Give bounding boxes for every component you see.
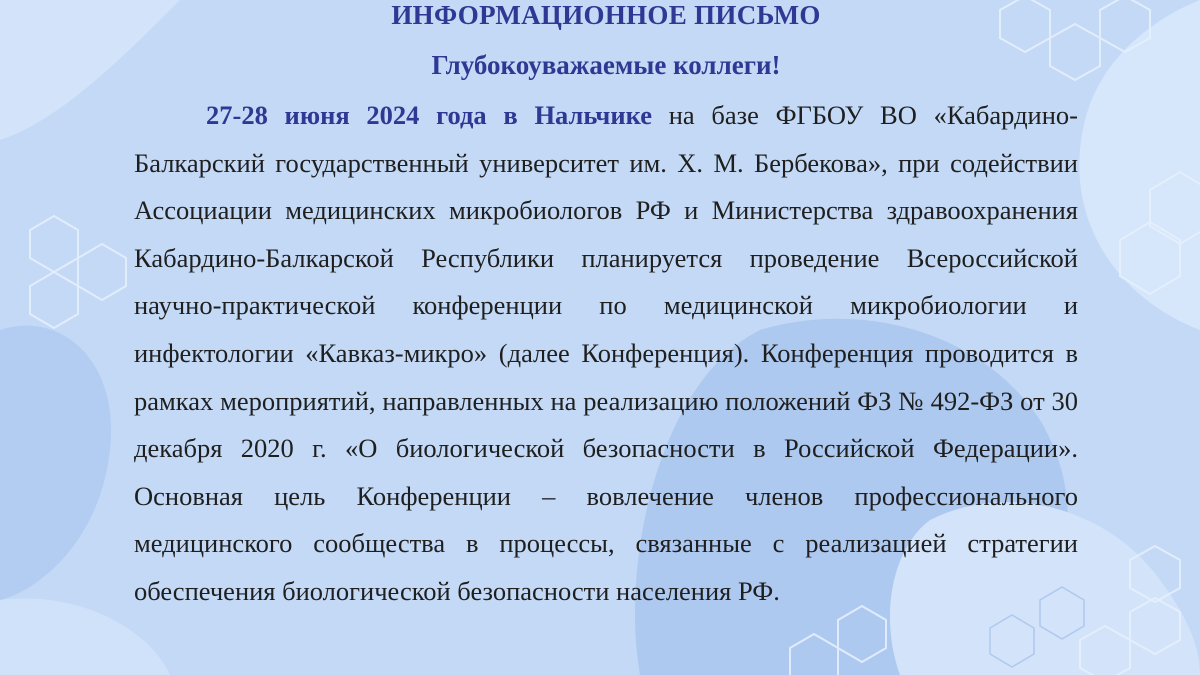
- letter-greeting: Глубокоуважаемые коллеги!: [431, 50, 781, 80]
- event-date-place: 27-28 июня 2024 года в Нальчике: [206, 100, 652, 130]
- letter-heading: ИНФОРМАЦИОННОЕ ПИСЬМО: [391, 0, 821, 30]
- letter-body: [134, 92, 1078, 616]
- letter-body-text: на базе ФГБОУ ВО «Кабардино-Балкарский государственный университет им. Х. М. Бербекова», при содействии Ассоциации медицинских микробиологов РФ и Министерства здравоохранения Кабардино-Балкарской Республики планируется проведение Всероссийской научно-практической конференции по медицинской микробиологии и инфектологии «Кавказ-микро» (далее Конференция). Конференция проводится в рамках мероприятий, направленных на реализацию положений ФЗ № 492-ФЗ от 30 декабря 2020 г. «О биологической безопасности в Российской Федерации». Основная цель Конференции – вовлечение членов профессионального медицинского сообщества в процессы, связанные с реализацией стратегии обеспечения биологической безопасности населения РФ.: [134, 100, 1078, 606]
